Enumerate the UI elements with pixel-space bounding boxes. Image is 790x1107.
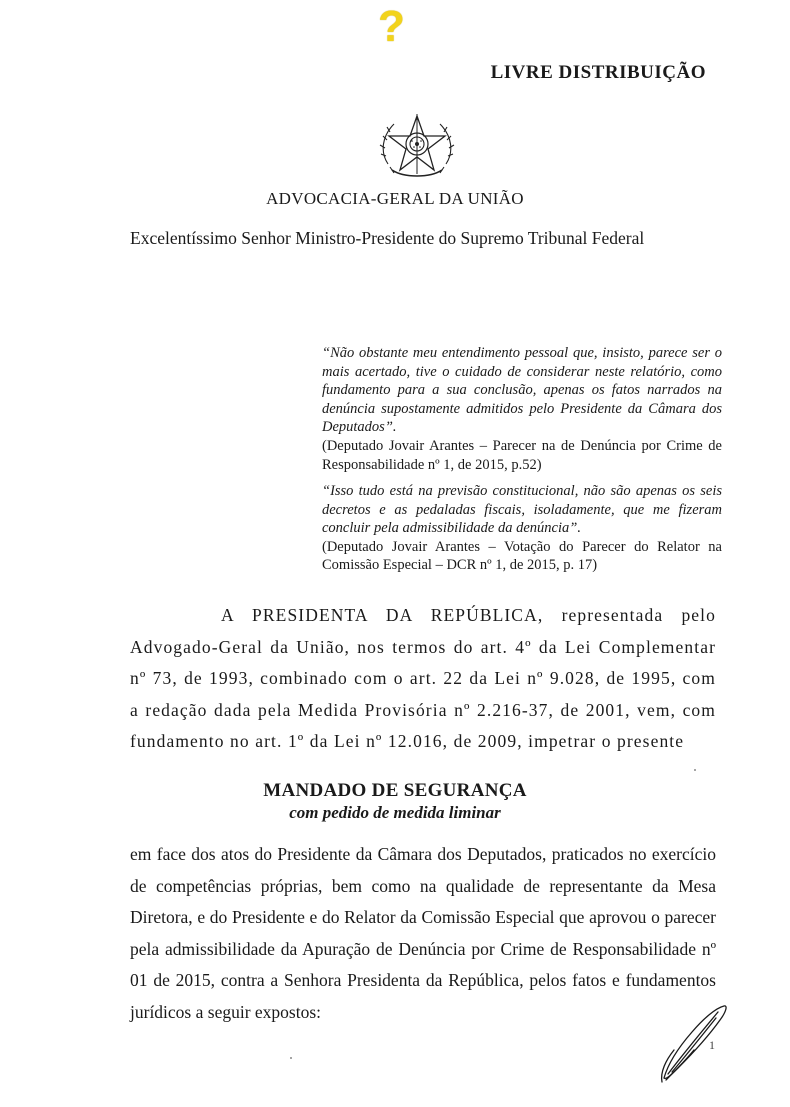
document-subtitle: com pedido de medida liminar: [289, 803, 501, 822]
opening-paragraph: [130, 600, 716, 758]
opening-paragraph-text: A PRESIDENTA DA REPÚBLICA, representada pelo Advogado-Geral da União, nos termos do art. 4º da Lei Complementar nº 73, de 1993, combinado com o art. 22 da Lei nº 9.028, de 1995, com a redação dada pela Medida Provisória nº 2.216-37, de 2001, vem, com fundamento no art. 1º da Lei nº 12.016, de 2009, impetrar o presente: [130, 605, 716, 751]
epigraph-source: (Deputado Jovair Arantes – Votação do Parecer do Relator na Comissão Especial – DCR nº 1, de 2015, p. 17): [322, 538, 722, 574]
brazil-coat-of-arms-icon: [376, 112, 458, 182]
document-title: MANDADO DE SEGURANÇA: [263, 780, 527, 801]
handwritten-signature-icon: [654, 1002, 734, 1084]
scan-speck: [694, 769, 696, 771]
second-paragraph: em face dos atos do Presidente da Câmara dos Deputados, praticados no exercício de competências próprias, bem como na qualidade de representante da Mesa Diretora, e do Presidente e do Relator da Comissão Especial que aprovou o parecer pela admissibilidade da Apuração de Denúncia por Crime de Responsabilidade nº 01 de 2015, contra a Senhora Presidenta da República, pelos fatos e fundamentos jurídicos a seguir expostos:: [130, 844, 716, 1022]
distribution-label: LIVRE DISTRIBUIÇÃO: [490, 62, 706, 83]
epigraph-source: (Deputado Jovair Arantes – Parecer na de Denúncia por Crime de Responsabilidade nº 1, de 2015, p.52): [322, 437, 722, 473]
epigraph-1: [322, 344, 722, 474]
epigraph-2: [322, 482, 722, 575]
epigraph-quote: “Isso tudo está na previsão constitucional, não são apenas os seis decretos e as pedaladas fiscais, isoladamente, que me fizeram concluir pela admissibilidade da denúncia”.: [322, 483, 722, 537]
question-mark-badge: ?: [378, 2, 405, 51]
agency-name: ADVOCACIA-GERAL DA UNIÃO: [266, 189, 524, 208]
page-number: 1: [709, 1038, 715, 1052]
scan-speck: [290, 1057, 292, 1059]
epigraph-quote: “Não obstante meu entendimento pessoal que, insisto, parece ser o mais acertado, tive o cuidado de considerar neste relatório, como fundamento para a sua conclusão, apenas os fatos narrados na denúncia supostamente admitidos pelo Presidente da Câmara dos Deputados”.: [322, 345, 722, 436]
salutation: Excelentíssimo Senhor Ministro-Presidente do Supremo Tribunal Federal: [130, 228, 645, 248]
